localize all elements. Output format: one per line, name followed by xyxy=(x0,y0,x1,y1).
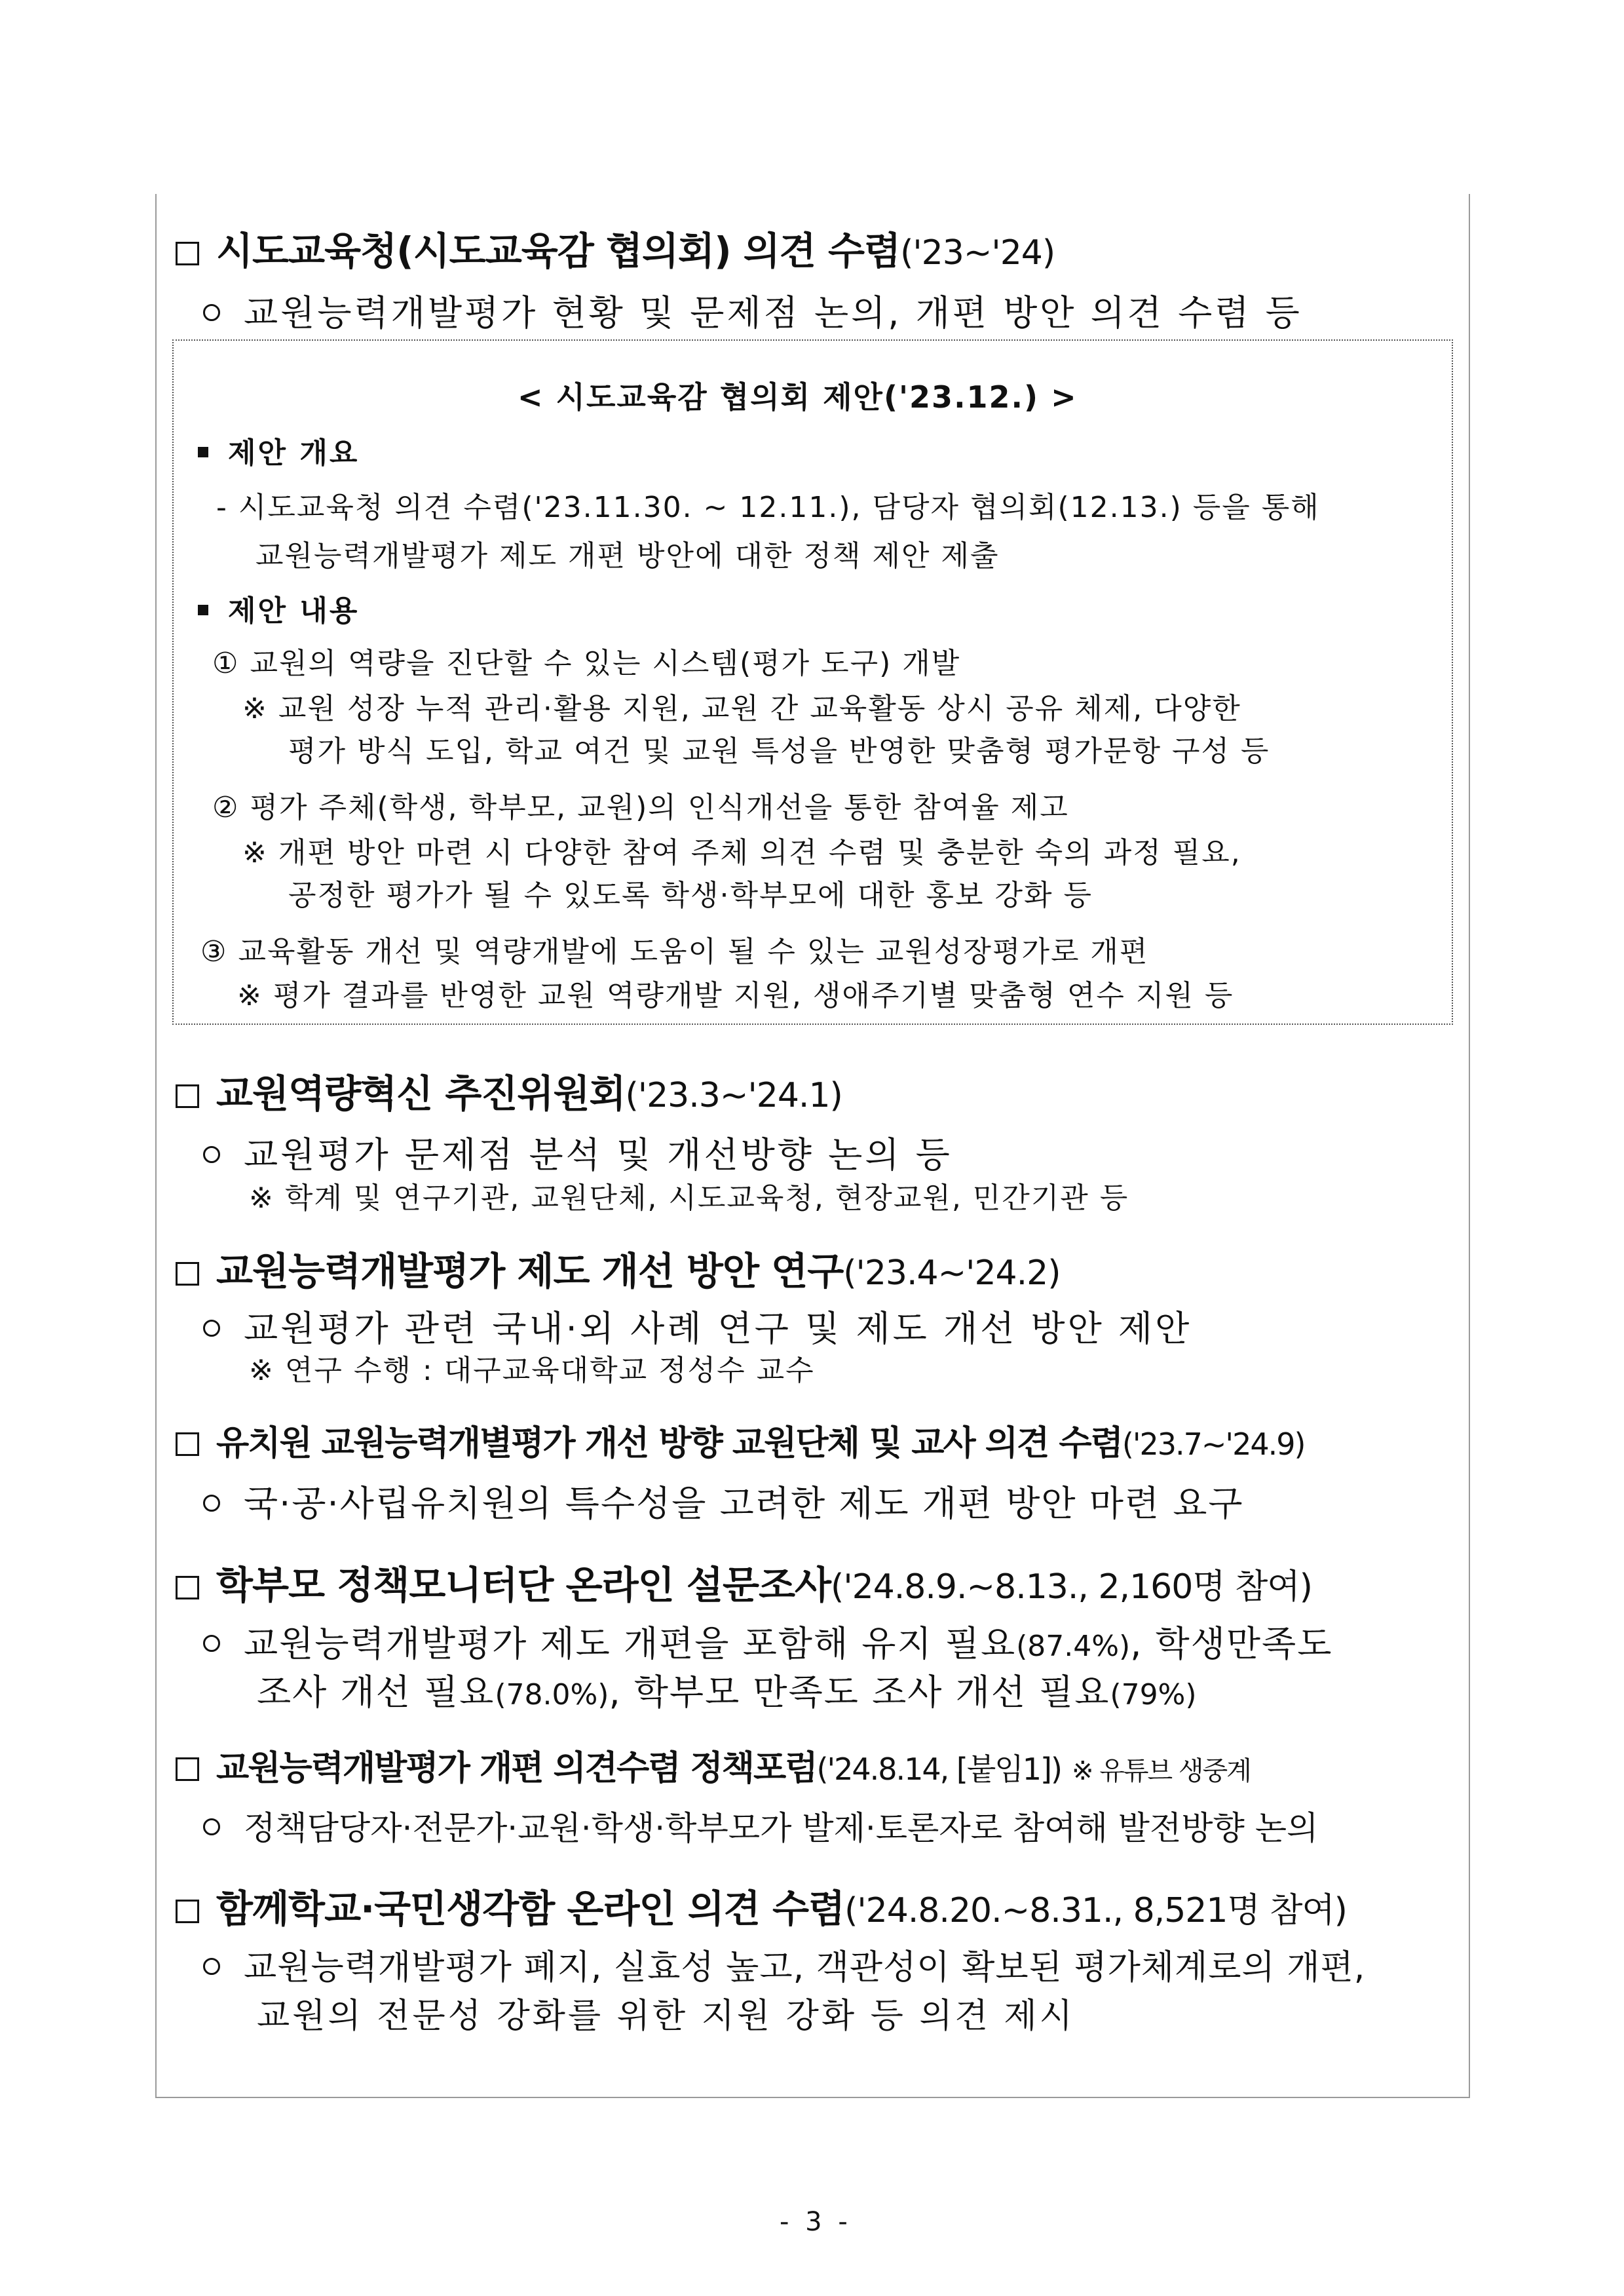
proposal-box xyxy=(172,339,1453,1025)
box-note: ※ 교원 성장 누적 관리·활용 지원, 교원 간 교육활동 상시 공유 체제, 다양한 xyxy=(242,692,1241,725)
circle-bullet-icon xyxy=(203,304,220,321)
circle-bullet-icon xyxy=(203,1818,220,1835)
section-heading: 시도교육청(시도교육감 협의회) 의견 수렴('23~'24) xyxy=(176,220,1055,275)
box-line: - 시도교육청 의견 수렴('23.11.30. ~ 12.11.), 담당자 협의회(12.13.) 등을 통해 xyxy=(216,491,1320,524)
section-bullet: 정책담당자·전문가·교원·학생·학부모가 발제·토론자로 참여해 발전방향 논의 xyxy=(200,1802,1318,1849)
box-note: ※ 평가 결과를 반영한 교원 역량개발 지원, 생애주기별 맞춤형 연수 지원 등 xyxy=(237,979,1234,1012)
checkbox-square-icon xyxy=(176,242,199,265)
section-bullet: 국·공·사립유치원의 특수성을 고려한 제도 개편 방안 마련 요구 xyxy=(200,1476,1244,1526)
checkbox-square-icon xyxy=(176,1262,199,1286)
checkbox-square-icon xyxy=(176,1757,199,1781)
box-note: ※ 개편 방안 마련 시 다양한 참여 주체 의견 수렴 및 충분한 숙의 과정 필요, xyxy=(242,836,1241,870)
section-heading: 유치원 교원능력개별평가 개선 방향 교원단체 및 교사 의견 수렴('23.7~'24.9) xyxy=(176,1415,1304,1464)
section-bullet-continued: 교원의 전문성 강화를 위한 지원 강화 등 의견 제시 xyxy=(257,1997,1075,2036)
section-bullet: 교원능력개발평가 현황 및 문제점 논의, 개편 방안 의견 수렴 등 xyxy=(200,285,1302,335)
circle-bullet-icon xyxy=(203,1146,220,1163)
section-heading: 교원능력개발평가 제도 개선 방안 연구('23.4~'24.2) xyxy=(176,1240,1061,1295)
circle-bullet-icon xyxy=(203,1320,220,1337)
section-bullet-continued: 조사 개선 필요(78.0%), 학부모 만족도 조사 개선 필요(79%) xyxy=(257,1672,1197,1713)
checkbox-square-icon xyxy=(176,1084,199,1108)
box-note: 공정한 평가가 될 수 있도록 학생·학부모에 대한 홍보 강화 등 xyxy=(288,879,1093,912)
section-note: ※ 연구 수행 : 대구교육대학교 정성수 교수 xyxy=(249,1354,815,1387)
section-bullet: 교원능력개발평가 제도 개편을 포함해 유지 필요(87.4%), 학생만족도 xyxy=(200,1616,1332,1666)
checkbox-square-icon xyxy=(176,1576,199,1599)
section-bullet: 교원평가 문제점 분석 및 개선방향 논의 등 xyxy=(200,1127,953,1177)
box-title: < 시도교육감 협의회 제안('23.12.) > xyxy=(518,379,1078,415)
box-subheading: 제안 개요 xyxy=(198,429,359,471)
checkbox-square-icon xyxy=(176,1900,199,1923)
section-note: ※ 학계 및 연구기관, 교원단체, 시도교육청, 현장교원, 민간기관 등 xyxy=(249,1181,1129,1215)
box-subheading: 제안 내용 xyxy=(198,587,359,629)
box-note: 평가 방식 도입, 학교 여건 및 교원 특성을 반영한 맞춤형 평가문항 구성 등 xyxy=(288,735,1270,768)
checkbox-square-icon xyxy=(176,1432,199,1456)
circle-bullet-icon xyxy=(203,1958,220,1975)
circle-bullet-icon xyxy=(203,1635,220,1652)
square-bullet-icon xyxy=(198,447,208,457)
section-bullet: 교원평가 관련 국내·외 사례 연구 및 제도 개선 방안 제안 xyxy=(200,1301,1192,1351)
box-line: 교원능력개발평가 제도 개편 방안에 대한 정책 제안 제출 xyxy=(255,539,1000,573)
circle-bullet-icon xyxy=(203,1495,220,1512)
square-bullet-icon xyxy=(198,605,208,615)
box-item: ② 평가 주체(학생, 학부모, 교원)의 인식개선을 통한 참여율 제고 xyxy=(212,791,1069,824)
page-number: - 3 - xyxy=(780,2207,852,2237)
box-item: ③ 교육활동 개선 및 역량개발에 도움이 될 수 있는 교원성장평가로 개편 xyxy=(200,935,1149,968)
box-item: ① 교원의 역량을 진단할 수 있는 시스템(평가 도구) 개발 xyxy=(212,647,961,680)
section-heading: 교원역량혁신 추진위원회('23.3~'24.1) xyxy=(176,1063,842,1118)
section-heading: 함께학교·국민생각함 온라인 의견 수렴('24.8.20.~8.31., 8,521명 참여) xyxy=(176,1878,1347,1933)
section-heading: 학부모 정책모니터단 온라인 설문조사('24.8.9.~8.13., 2,160명 참여) xyxy=(176,1554,1312,1609)
section-bullet: 교원능력개발평가 폐지, 실효성 높고, 객관성이 확보된 평가체계로의 개편, xyxy=(200,1940,1365,1989)
section-heading: 교원능력개발평가 개편 의견수렴 정책포럼('24.8.14, [붙임1]) ※ 유튜브 생중계 xyxy=(176,1740,1251,1789)
